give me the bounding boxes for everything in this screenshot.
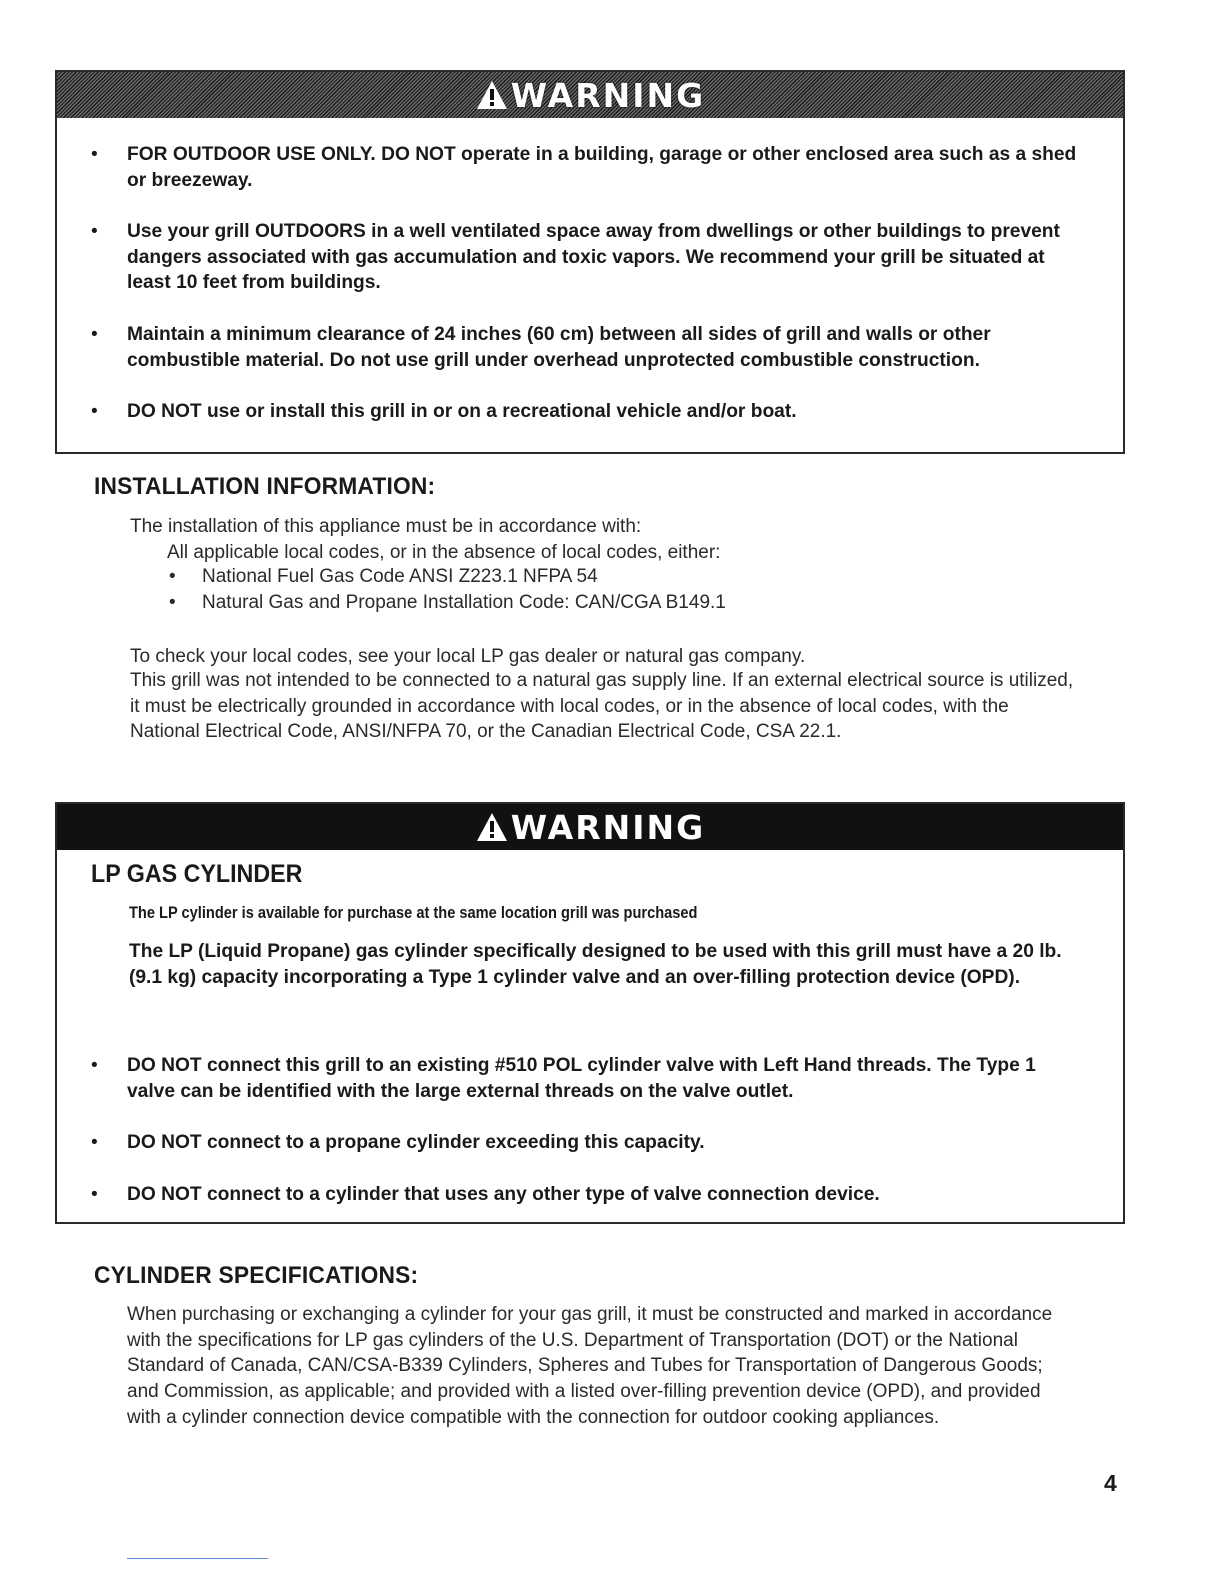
page-number: 4	[1104, 1470, 1117, 1496]
warning-triangle-icon	[475, 79, 509, 111]
cylinder-specs-heading: CYLINDER SPECIFICATIONS:	[94, 1262, 419, 1289]
installation-electrical: This grill was not intended to be connected to a natural gas supply line. If an external electrical source is utilized, it must be electrically grounded in accordance with local codes, or in the absence of local codes, with the National Electrical Code, ANSI/NFPA 70, or the Canadian Electrical Code, CSA 22.1.	[130, 670, 1074, 743]
warning-item: • Use your grill OUTDOORS in a well ventilated space away from dwellings or other buildings to prevent dangers associated with gas accumulation and toxic vapors. We recommend your grill be situated at least 10 feet from buildings.	[91, 221, 1060, 293]
installation-heading: INSTALLATION INFORMATION:	[94, 473, 436, 500]
cylinder-specs-body: When purchasing or exchanging a cylinder for your gas grill, it must be constructed and marked in accordance with the specifications for LP gas cylinders of the U.S. Department of Transportation (DOT) or the National Standard of Canada, CAN/CSA-B339 Cylinders, Spheres and Tubes for Transportation of Dangerous Goods; and Commission, as applicable; and provided with a listed over-filling prevention device (OPD), and provided with a cylinder connection device compatible with the connection for outdoor cooking appliances.	[127, 1304, 1053, 1428]
warning-item: • DO NOT connect this grill to an existing #510 POL cylinder valve with Left Hand threads. The Type 1 valve can be identified with the large external threads on the valve outlet.	[91, 1055, 1036, 1102]
footer-divider	[127, 1558, 268, 1559]
warning-banner-text: WARNING	[510, 807, 706, 847]
warning-banner-text: WARNING	[510, 75, 706, 115]
lp-gas-cylinder-heading: LP GAS CYLINDER	[91, 860, 303, 888]
warning-item: • DO NOT connect to a cylinder that uses any other type of valve connection device.	[91, 1184, 880, 1205]
warning-triangle-icon	[475, 811, 509, 843]
warning-box-lp-cylinder	[55, 802, 1125, 1224]
warning-item: • DO NOT use or install this grill in or on a recreational vehicle and/or boat.	[91, 401, 797, 422]
warning-box-outdoor	[55, 70, 1125, 454]
warning-banner	[57, 804, 1123, 850]
warning-item: • Maintain a minimum clearance of 24 inches (60 cm) between all sides of grill and walls or other combustible material. Do not use grill under overhead unprotected combustible construction.	[91, 324, 991, 371]
code-list-item: • National Fuel Gas Code ANSI Z223.1 NFPA 54	[169, 566, 598, 587]
warning-item: • DO NOT connect to a propane cylinder exceeding this capacity.	[91, 1132, 705, 1153]
warning-banner	[57, 72, 1123, 118]
lp-availability-note: The LP cylinder is available for purchase at the same location grill was purchased	[129, 903, 698, 922]
installation-intro: The installation of this appliance must be in accordance with:	[130, 516, 642, 537]
lp-cylinder-requirements: The LP (Liquid Propane) gas cylinder specifically designed to be used with this grill must have a 20 lb. (9.1 kg) capacity incorporating a Type 1 cylinder valve and an over-filling protection device (OPD).	[129, 941, 1062, 988]
warning-item: • FOR OUTDOOR USE ONLY. DO NOT operate in a building, garage or other enclosed area such as a shed or breezeway.	[91, 144, 1077, 191]
installation-codes-line: All applicable local codes, or in the absence of local codes, either:	[167, 542, 721, 563]
installation-check-codes: To check your local codes, see your local LP gas dealer or natural gas company.	[130, 646, 806, 667]
code-list-item: • Natural Gas and Propane Installation Code: CAN/CGA B149.1	[169, 592, 726, 613]
